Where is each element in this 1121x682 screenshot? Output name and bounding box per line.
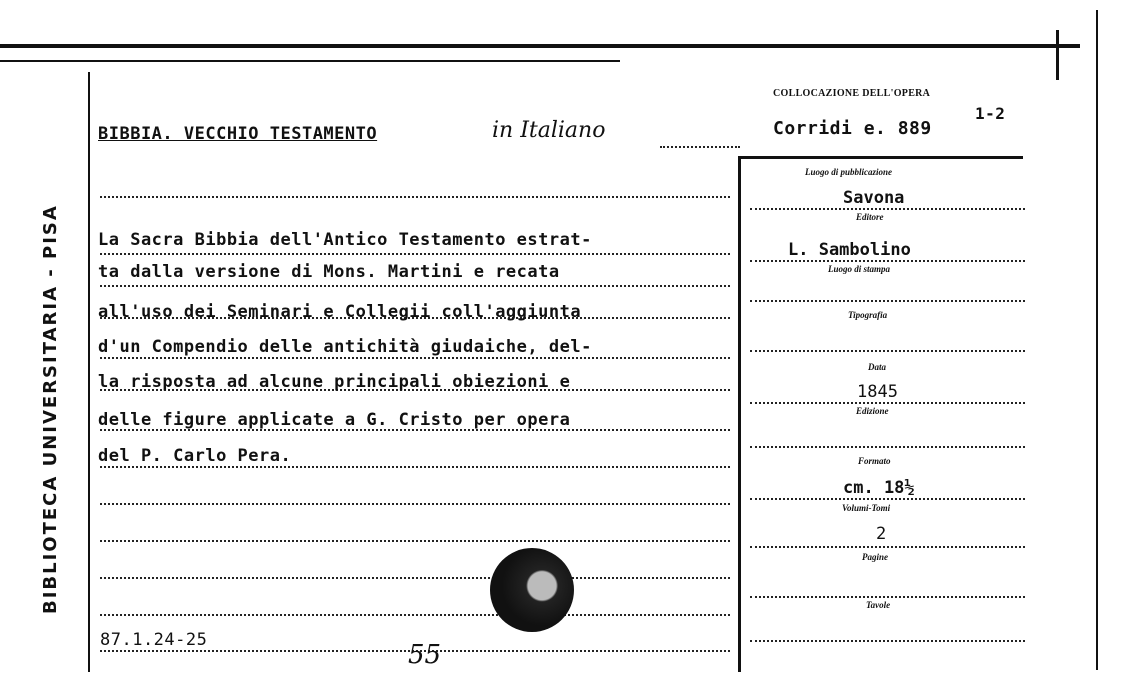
library-side-label: BIBLIOTECA UNIVERSITARIA - PISA bbox=[40, 204, 61, 614]
collocation-label: COLLOCAZIONE DELL'OPERA bbox=[773, 88, 931, 99]
row-dots bbox=[100, 357, 730, 359]
field-dots bbox=[750, 546, 1025, 548]
pages-label: Pagine bbox=[862, 552, 888, 562]
row-dots bbox=[100, 577, 730, 579]
top-border-thin bbox=[0, 60, 620, 62]
edition-label: Edizione bbox=[856, 406, 889, 416]
heading-title: BIBBIA. VECCHIO TESTAMENTO bbox=[98, 124, 378, 144]
volumes-value: 2 bbox=[876, 524, 887, 544]
row-dots bbox=[100, 285, 730, 287]
field-dots bbox=[750, 640, 1025, 642]
description-line: la risposta ad alcune principali obiezioni e bbox=[98, 372, 571, 392]
date-label: Data bbox=[868, 362, 886, 372]
field-dots bbox=[750, 596, 1025, 598]
date-value: 1845 bbox=[857, 382, 898, 402]
field-dots bbox=[750, 446, 1025, 448]
description-line: d'un Compendio delle antichità giudaiche, del- bbox=[98, 337, 592, 357]
collocation-suffix: 1-2 bbox=[975, 104, 1006, 123]
format-value: cm. 18½ bbox=[843, 478, 915, 498]
right-edge-outer bbox=[1096, 10, 1098, 670]
margin-line bbox=[88, 72, 90, 672]
row-dots bbox=[100, 503, 730, 505]
print-place-label: Luogo di stampa bbox=[828, 264, 891, 274]
row-dots bbox=[100, 540, 730, 542]
row-dots bbox=[100, 253, 730, 255]
field-dots bbox=[750, 350, 1025, 352]
field-dots bbox=[750, 300, 1025, 302]
description-line: del P. Carlo Pera. bbox=[98, 446, 292, 466]
right-panel-left bbox=[738, 156, 741, 672]
plates-label: Tavole bbox=[866, 600, 891, 610]
handwritten-mark: 55 bbox=[408, 640, 442, 670]
field-dots bbox=[750, 402, 1025, 404]
row-dots bbox=[100, 466, 730, 468]
heading-dots bbox=[660, 146, 740, 148]
row-dots bbox=[100, 196, 730, 198]
editor-value: L. Sambolino bbox=[788, 240, 911, 260]
description-line: ta dalla versione di Mons. Martini e recata bbox=[98, 262, 560, 282]
library-stamp bbox=[490, 548, 574, 632]
printer-label: Tipografia bbox=[848, 310, 888, 320]
right-edge bbox=[1056, 30, 1059, 80]
right-panel-top bbox=[738, 156, 1023, 159]
top-border bbox=[0, 44, 1080, 48]
collocation-value: Corridi e. 889 bbox=[773, 118, 932, 139]
field-dots bbox=[750, 260, 1025, 262]
format-label: Formato bbox=[858, 456, 891, 466]
place-label: Luogo di pubblicazione bbox=[805, 167, 893, 177]
description-line: La Sacra Bibbia dell'Antico Testamento estrat- bbox=[98, 230, 592, 250]
place-value: Savona bbox=[843, 188, 905, 208]
field-dots bbox=[750, 208, 1025, 210]
field-dots bbox=[750, 498, 1025, 500]
volumes-label: Volumi-Tomi bbox=[842, 503, 891, 513]
row-dots bbox=[100, 614, 730, 616]
catalog-number: 87.1.24-25 bbox=[100, 630, 208, 650]
editor-label: Editore bbox=[856, 212, 884, 222]
heading-handwritten: in Italiano bbox=[492, 118, 606, 143]
description-line: all'uso dei Seminari e Collegii coll'aggiunta bbox=[98, 302, 582, 322]
description-line: delle figure applicate a G. Cristo per opera bbox=[98, 410, 571, 430]
